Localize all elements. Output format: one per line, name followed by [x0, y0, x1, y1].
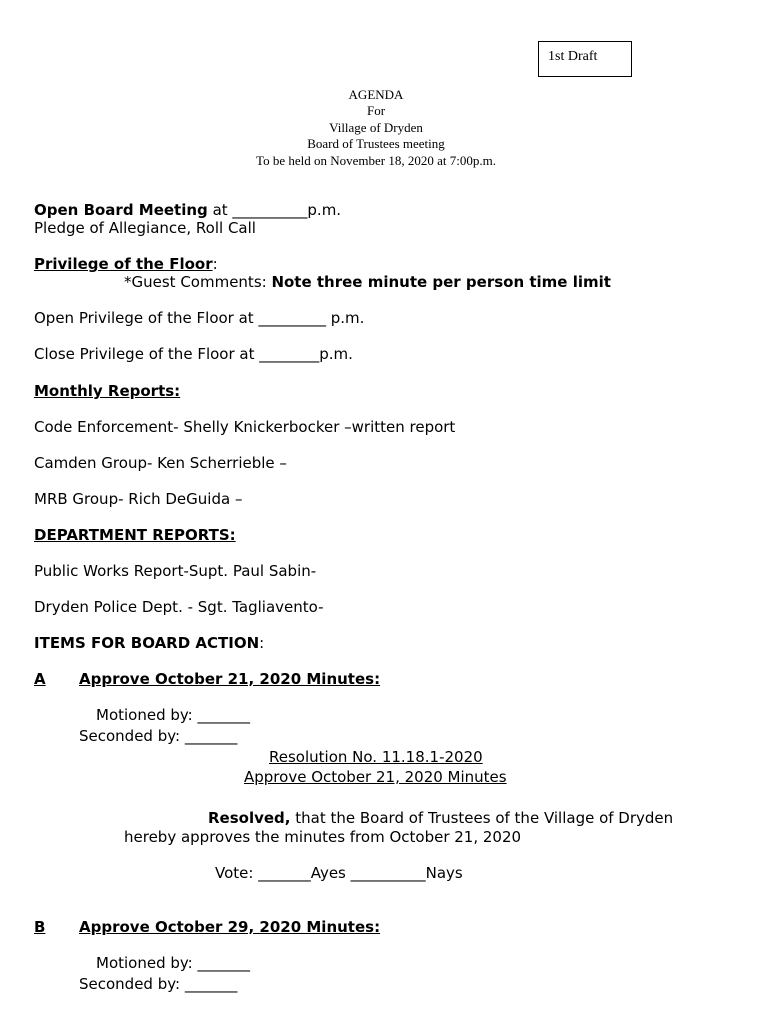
guest-comments-label: *Guest Comments: [124, 273, 272, 291]
header-agenda: AGENDA [348, 87, 404, 102]
draft-label: 1st Draft [548, 49, 598, 64]
item-a-letter: A [34, 670, 46, 688]
header-village: Village of Dryden [329, 120, 423, 135]
item-a-vote: Vote: _______Ayes __________Nays [215, 864, 463, 882]
privilege-heading [34, 255, 218, 273]
pledge-line: Pledge of Allegiance, Roll Call [34, 219, 256, 237]
report-mrb-group: MRB Group- Rich DeGuida – [34, 490, 243, 508]
privilege-title: Privilege of the Floor [34, 255, 213, 273]
item-a-resolved-text: that the Board of Trustees of the Village of Dryden [290, 809, 674, 827]
open-meeting-line [34, 201, 341, 219]
item-a-title: Approve October 21, 2020 Minutes: [79, 670, 381, 688]
open-meeting-title: Open Board Meeting [34, 201, 208, 219]
privilege-colon: : [212, 255, 218, 273]
header-for: For [366, 103, 386, 118]
item-a-motioned: Motioned by: _______ [96, 706, 250, 724]
item-b-motioned: Motioned by: _______ [96, 954, 250, 972]
monthly-reports-heading: Monthly Reports: [34, 382, 181, 400]
item-b-seconded: Seconded by: _______ [79, 975, 238, 993]
report-police: Dryden Police Dept. - Sgt. Tagliavento- [34, 598, 324, 616]
board-action-heading [34, 634, 264, 652]
open-meeting-time: at __________p.m. [207, 201, 342, 219]
report-code-enforcement: Code Enforcement- Shelly Knickerbocker –written report [34, 418, 456, 436]
item-a-resolution-number: Resolution No. 11.18.1-2020 [269, 748, 483, 766]
board-action-colon: : [259, 634, 265, 652]
item-a-seconded: Seconded by: _______ [79, 727, 238, 745]
header-date: To be held on November 18, 2020 at 7:00p.m. [256, 153, 496, 168]
item-b-letter: B [34, 918, 46, 936]
draft-stamp [538, 41, 632, 77]
item-b-title: Approve October 29, 2020 Minutes: [79, 918, 381, 936]
item-a-resolved-line-2: hereby approves the minutes from October 21, 2020 [124, 828, 522, 846]
item-a-resolution-title: Approve October 21, 2020 Minutes [244, 768, 507, 786]
close-privilege-line: Close Privilege of the Floor at ________p.m. [34, 345, 353, 363]
header-board: Board of Trustees meeting [307, 136, 445, 151]
open-privilege-line: Open Privilege of the Floor at _________ p.m. [34, 309, 365, 327]
report-camden-group: Camden Group- Ken Scherrieble – [34, 454, 287, 472]
guest-comments-line [124, 273, 611, 291]
guest-comments-note: Note three minute per person time limit [271, 273, 611, 291]
board-action-title: ITEMS FOR BOARD ACTION [34, 634, 260, 652]
item-a-resolved-word: Resolved, [208, 809, 291, 827]
item-a-resolved-line [208, 809, 673, 827]
department-reports-heading: DEPARTMENT REPORTS: [34, 526, 236, 544]
report-public-works: Public Works Report-Supt. Paul Sabin- [34, 562, 317, 580]
